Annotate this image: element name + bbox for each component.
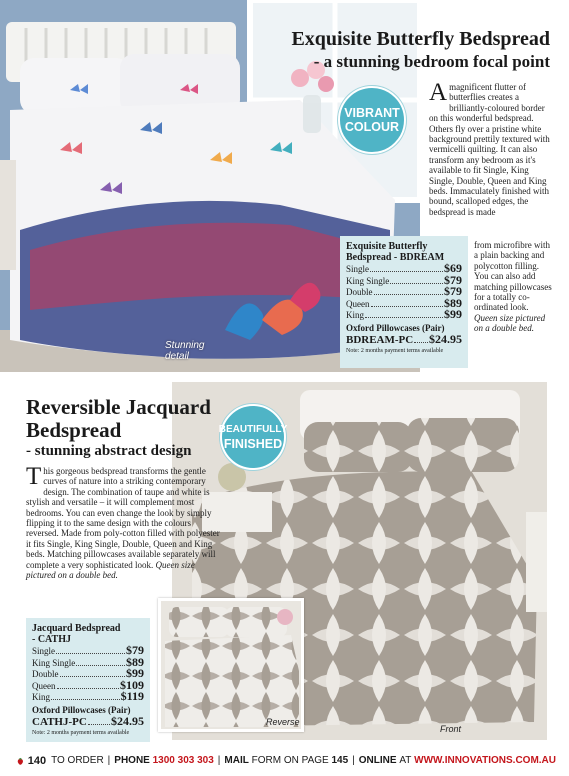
price-row xyxy=(32,691,144,703)
size-price: $89 xyxy=(444,295,462,310)
front-caption: Front xyxy=(440,724,462,734)
jacquard-price-box xyxy=(26,618,150,742)
price-box-title-2: - CATHJ xyxy=(32,634,71,645)
reverse-caption: Reverse xyxy=(266,717,300,727)
butterfly-size-note: Queen size pictured on a double bed. xyxy=(474,312,546,334)
butterfly-subtitle: - a stunning bedroom focal point xyxy=(313,52,550,71)
pillowcase-price: $24.95 xyxy=(429,331,462,346)
to-order-label: TO ORDER xyxy=(51,755,104,766)
size-label: Double xyxy=(32,669,59,679)
mail-text: FORM ON PAGE xyxy=(251,755,329,766)
size-price: $79 xyxy=(444,284,462,298)
size-label: Single xyxy=(32,646,56,656)
size-label: King xyxy=(32,692,50,702)
mail-page: 145 xyxy=(331,755,349,766)
mail-label: MAIL xyxy=(224,755,249,766)
butterfly-title: Exquisite Butterfly Bedspread xyxy=(291,28,550,50)
butterfly-description xyxy=(429,79,551,217)
vibrant-colour-badge xyxy=(338,86,406,154)
pillowcase-row xyxy=(32,713,144,728)
badge-line-2: COLOUR xyxy=(344,120,400,134)
size-label: Queen xyxy=(32,680,56,691)
size-price: $99 xyxy=(444,307,462,321)
price-box-title-1: Exquisite Butterfly xyxy=(346,241,428,252)
jacquard-description xyxy=(26,463,221,581)
payment-note: Note: 2 months payment terms available xyxy=(346,348,444,354)
size-price: $119 xyxy=(120,689,144,703)
beautifully-finished-badge xyxy=(220,404,286,470)
size-label: Double xyxy=(346,287,373,297)
size-label: King Single xyxy=(346,275,390,286)
page-number: 140 xyxy=(27,755,47,767)
butterfly-body-text: magnificent flutter of butterflies creates a brilliantly-coloured border on this wonderful bedspread. Others fly over a pristine white background prettily textured with vermicelli quilting. It can also transform any bedroom as it's available to fit Single, King Single, Double, Queen and King beds. Immaculately finished with bound, scalloped edges, the bedspread is made xyxy=(429,82,550,217)
jacquard-title: Reversible Jacquard Bedspread xyxy=(26,395,211,442)
payment-note: Note: 2 months payment terms available xyxy=(32,730,130,736)
butterfly-price-box xyxy=(340,236,468,368)
phone-label: PHONE xyxy=(114,755,150,766)
pillowcase-code: CATHJ-PC xyxy=(32,715,87,728)
stunning-detail-caption: Stunning detail xyxy=(165,340,205,362)
pillowcase-price: $24.95 xyxy=(111,713,144,728)
size-price: $79 xyxy=(126,643,144,657)
jacquard-dropcap: T xyxy=(26,463,42,490)
butterfly-description-cont xyxy=(474,240,554,334)
badge-line-1: BEAUTIFULLY xyxy=(218,424,288,435)
website-link[interactable]: WWW.INNOVATIONS.COM.AU xyxy=(414,755,556,766)
online-label: ONLINE xyxy=(358,755,397,766)
size-label: King Single xyxy=(32,657,76,668)
online-text: AT xyxy=(399,755,412,766)
price-box-title-1: Jacquard Bedspread xyxy=(32,623,121,634)
page-footer: 140 TO ORDER | PHONE 1300 303 303 | MAIL FORM ON PAGE 145 | ONLINE AT WWW.INNOVATIONS.COM.AU xyxy=(16,752,556,770)
pillowcase-code: BDREAM-PC xyxy=(346,333,414,346)
reverse-side-inset-photo xyxy=(158,598,304,732)
size-price: $69 xyxy=(444,261,462,275)
size-label: Queen xyxy=(346,298,370,309)
size-price: $89 xyxy=(126,654,144,669)
price-box-title-2: Bedspread - BDREAM xyxy=(346,252,445,263)
pillowcase-row xyxy=(346,331,462,346)
size-label: King xyxy=(346,310,364,320)
size-price: $109 xyxy=(120,677,144,692)
pillowcase-title: Oxford Pillowcases (Pair) xyxy=(32,704,131,715)
butterfly-dropcap: A xyxy=(429,79,448,106)
jacquard-body-text: his gorgeous bedspread transforms the gentle curves of nature into a striking contemporary design. The combination of taupe and white is stylish and versatile – it will complement most bedrooms. You can even change the look by simply flipping it to the same design with the colours reversed. Made from poly-cotton filled with polyester it fits Single, King Single, Double, Queen and King beds. Matching pillowcases available separately will complete a very sophisticated look. xyxy=(26,466,220,570)
pillowcase-title: Oxford Pillowcases (Pair) xyxy=(346,322,445,333)
size-price: $99 xyxy=(126,666,144,680)
size-label: Single xyxy=(346,264,370,274)
jacquard-subtitle: - stunning abstract design xyxy=(26,443,192,459)
price-row xyxy=(346,309,462,321)
jacquard-size-note: Queen size pictured on a double bed. xyxy=(26,559,195,581)
size-price: $79 xyxy=(444,272,462,287)
badge-line-2: FINISHED xyxy=(223,437,283,451)
phone-number[interactable]: 1300 303 303 xyxy=(152,755,214,766)
butterfly-body-text-cont: from microfibre with a plain backing and polycotton filling. You can also add matching pillowcases for a totally co-ordinated look. xyxy=(474,240,552,313)
strawberry-icon xyxy=(16,754,25,768)
badge-line-1: VIBRANT xyxy=(344,106,400,120)
reverse-bedspread-illustration xyxy=(161,601,301,729)
